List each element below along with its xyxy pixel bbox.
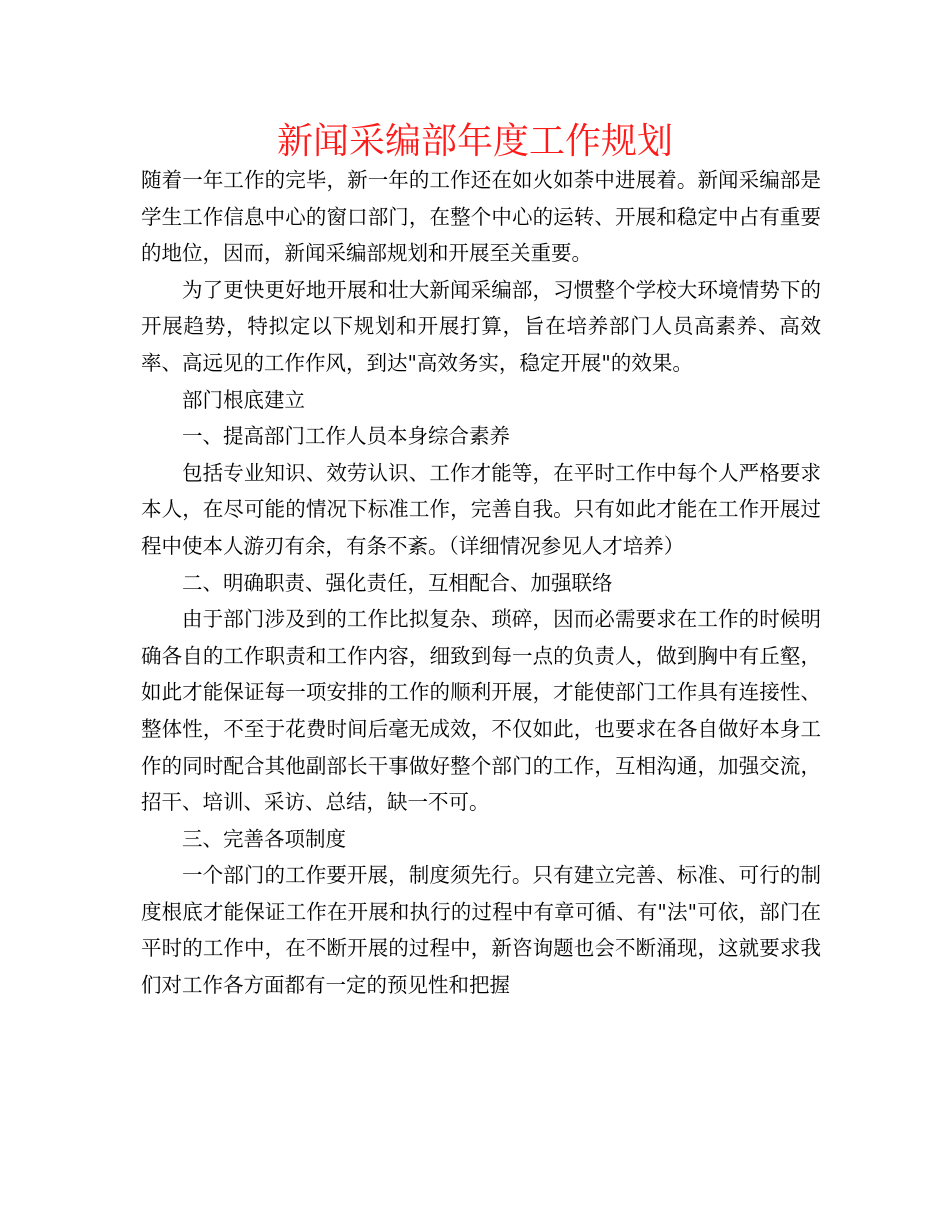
section-heading-1: 一、提高部门工作人员本身综合素养: [182, 424, 510, 449]
paragraph-section-1: 包括专业知识、效劳认识、工作才能等，在平时工作中每个人严格要求本人，在尽可能的情况下标准工作，完善自我。只有如此才能在工作开展过程中使本人游刃有余，有条不紊。（详细情况参见人才培养）: [141, 460, 821, 558]
paragraph-section-2: 由于部门涉及到的工作比拟复杂、琐碎，因而必需要求在工作的时候明确各自的工作职责和工作内容，细致到每一点的负责人，做到胸中有丘壑，如此才能保证每一项安排的工作的顺利开展，才能使部门工作具有连接性、整体性，不至于花费时间后毫无成效，不仅如此，也要求在各自做好本身工作的同时配合其他副部长干事做好整个部门的工作，互相沟通，加强交流，招干、培训、采访、总结，缺一不可。: [141, 607, 821, 815]
paragraph-purpose: 为了更快更好地开展和壮大新闻采编部，习惯整个学校大环境情势下的开展趋势，特拟定以下规划和开展打算，旨在培养部门人员高素养、高效率、高远见的工作作风，到达"高效务实，稳定开展"的效果。: [141, 277, 821, 375]
paragraph-intro: 随着一年工作的完毕，新一年的工作还在如火如荼中进展着。新闻采编部是学生工作信息中心的窗口部门，在整个中心的运转、开展和稳定中占有重要的地位，因而，新闻采编部规划和开展至关重要。: [141, 168, 821, 266]
section-heading-2: 二、明确职责、强化责任，互相配合、加强联络: [182, 570, 613, 595]
section-heading-3: 三、完善各项制度: [182, 826, 346, 851]
section-heading-foundation: 部门根底建立: [182, 387, 305, 412]
document-title: 新闻采编部年度工作规划: [276, 121, 673, 162]
document-body: [141, 162, 821, 1004]
paragraph-section-3: 一个部门的工作要开展，制度须先行。只有建立完善、标准、可行的制度根底才能保证工作在开展和执行的过程中有章可循、有"法"可依，部门在平时的工作中，在不断开展的过程中，新咨询题也会不断涌现，这就要求我们对工作各方面都有一定的预见性和把握: [141, 863, 821, 998]
